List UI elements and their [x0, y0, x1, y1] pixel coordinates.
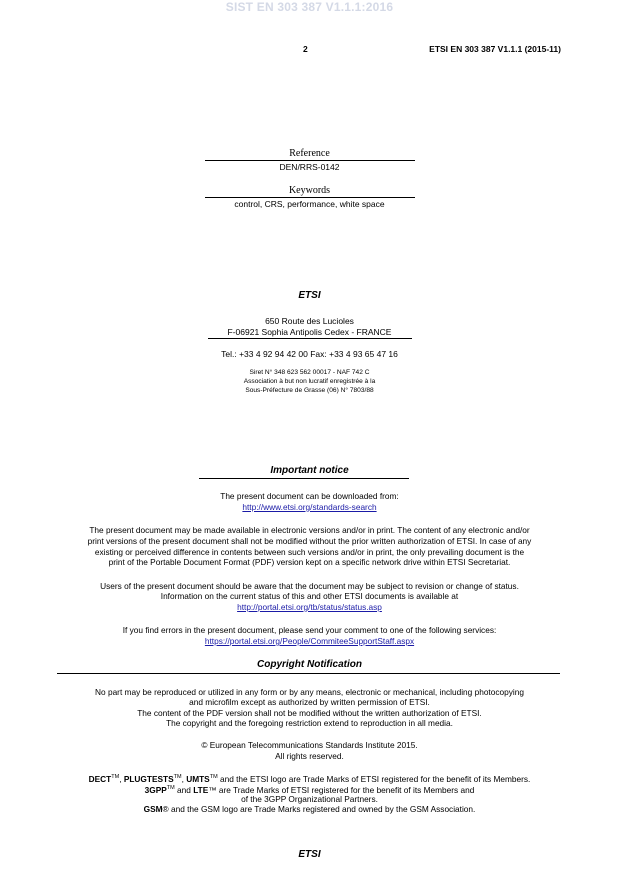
copyright-line-3: The content of the PDF version shall not be modified without the written authorization of ETSI.: [137, 708, 482, 718]
tm-superscript: TM: [173, 774, 182, 780]
tm-superscript: TM: [166, 785, 175, 791]
trademark-line-1-text: and the ETSI logo are Trade Marks of ETSI registered for the benefit of its Members.: [217, 773, 531, 784]
etsi-title: ETSI: [298, 290, 321, 301]
reference-value: DEN/RRS-0142: [279, 162, 340, 172]
para1-line-2: print versions of the present document shall not be modified without the prior written authorization of ETSI. In case of any: [87, 536, 532, 546]
lte-mark: LTE: [193, 784, 209, 795]
copyright-rule: [57, 673, 560, 674]
siret-line-3: Sous-Préfecture de Grasse (06) N° 7803/88: [245, 387, 374, 394]
trademark-line-4-text: ® and the GSM logo are Trade Marks registered and owned by the GSM Association.: [162, 804, 476, 814]
footer-etsi: ETSI: [298, 849, 321, 860]
download-text: The present document can be downloaded from:: [220, 491, 399, 501]
status-link-row: [0, 602, 619, 612]
trademark-line-2-text: are Trade Marks of ETSI registered for the benefit of its Members and: [216, 784, 475, 795]
address-line-1: 650 Route des Lucioles: [265, 316, 354, 326]
copyright-heading: Copyright Notification: [257, 659, 362, 670]
support-link-row: [0, 636, 619, 646]
important-notice-heading: Important notice: [270, 465, 349, 476]
para1-line-1: The present document may be made available in electronic versions and/or in print. The content of any electronic and/or: [89, 525, 530, 535]
tm-superscript: TM: [111, 774, 120, 780]
keywords-value: control, CRS, performance, white space: [234, 199, 385, 209]
important-notice-rule: [199, 478, 409, 479]
keywords-rule: [205, 197, 415, 198]
tm-superscript: TM: [209, 774, 218, 780]
copyright-line-1: No part may be reproduced or utilized in any form or by any means, electronic or mechanical, including photocopying: [95, 687, 524, 697]
trademark-line-3: of the 3GPP Organizational Partners.: [241, 794, 378, 804]
umts-mark: UMTS: [186, 773, 210, 784]
copyright-line-5: © European Telecommunications Standards Institute 2015.: [201, 740, 418, 750]
address-rule: [208, 338, 412, 339]
keywords-label: Keywords: [288, 185, 331, 196]
copyright-line-4: The copyright and the foregoing restriction extend to reproduction in all media.: [166, 718, 453, 728]
and-text: and: [174, 784, 194, 795]
para1-line-4: print of the Portable Document Format (PDF) version kept on a specific network drive within ETSI Secretariat.: [108, 557, 511, 567]
address-line-2: F-06921 Sophia Antipolis Cedex - FRANCE: [227, 327, 392, 337]
download-link[interactable]: http://www.etsi.org/standards-search: [242, 502, 377, 512]
copyright-line-2: and microfilm except as authorized by written permission of ETSI.: [189, 697, 430, 707]
siret-line-1: Siret N° 348 623 562 00017 - NAF 742 C: [249, 369, 370, 376]
siret-line-2: Association à but non lucratif enregistrée à la: [243, 378, 376, 385]
download-link-row: [0, 502, 619, 512]
3gpp-mark: 3GPP: [144, 784, 167, 795]
tm-symbol: ™: [208, 784, 217, 795]
para1-line-3: existing or perceived difference in contents between such versions and/or in print, the only prevailing document is the: [94, 547, 525, 557]
trademark-line-1: DECT™, PLUGTESTS™, UMTS™ and the ETSI logo are Trade Marks of ETSI registered for the benefit of its Members.: [88, 773, 531, 784]
reference-label: Reference: [289, 148, 330, 159]
plugtests-mark: PLUGTESTS: [123, 773, 174, 784]
para2-line-2: Information on the current status of this and other ETSI documents is available at: [160, 591, 459, 601]
tel-fax: Tel.: +33 4 92 94 42 00 Fax: +33 4 93 65 47 16: [221, 349, 398, 359]
para2-line-1: Users of the present document should be aware that the document may be subject to revision or change of status.: [100, 581, 519, 591]
dect-mark: DECT: [88, 773, 112, 784]
watermark: SIST EN 303 387 V1.1.1:2016: [225, 0, 394, 14]
document-id: ETSI EN 303 387 V1.1.1 (2015-11): [429, 44, 561, 54]
support-link[interactable]: https://portal.etsi.org/People/CommiteeSupportStaff.aspx: [204, 636, 415, 646]
copyright-line-6: All rights reserved.: [275, 751, 344, 761]
gsm-mark: GSM: [143, 804, 163, 814]
reference-rule: [205, 160, 415, 161]
trademark-line-4: [0, 804, 619, 814]
page-number: 2: [303, 44, 308, 54]
status-link[interactable]: http://portal.etsi.org/tb/status/status.asp: [237, 602, 382, 612]
para3-line-1: If you find errors in the present document, please send your comment to one of the following services:: [122, 625, 497, 635]
